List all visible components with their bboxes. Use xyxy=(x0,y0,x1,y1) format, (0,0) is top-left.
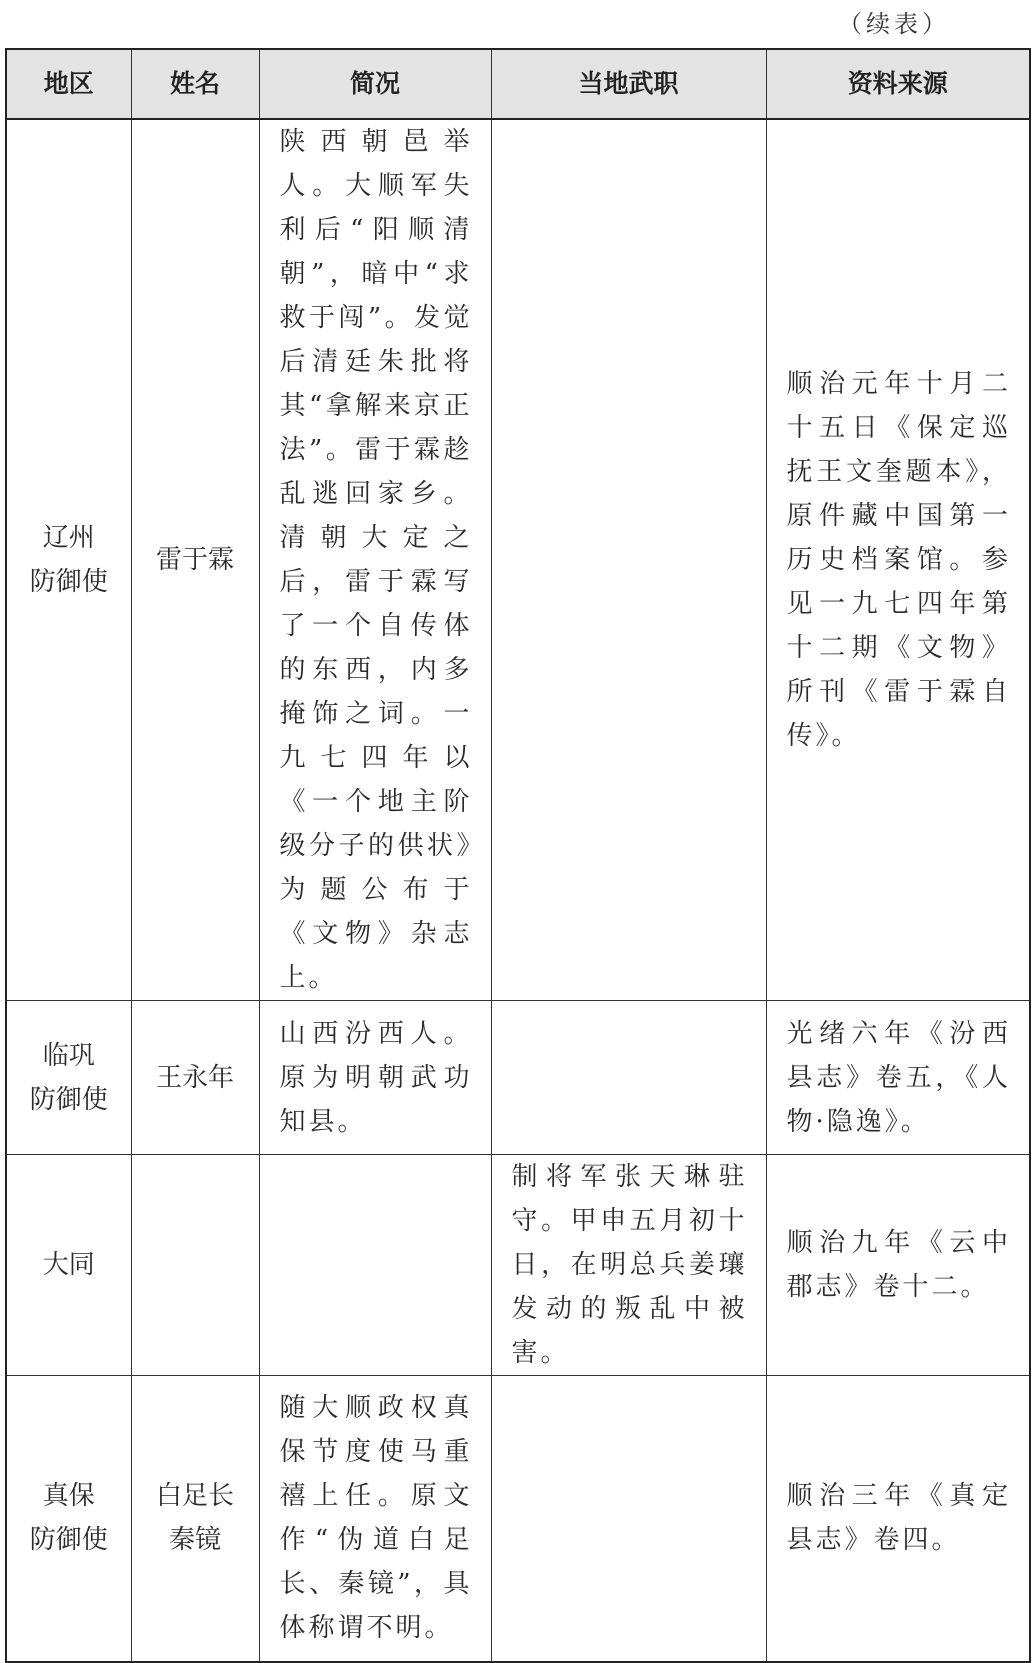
table-row xyxy=(6,119,1030,1001)
table-row xyxy=(6,1155,1030,1376)
cell-source: 顺治三年《真定县志》卷四。 xyxy=(766,1376,1030,1662)
cell-local-office: 制将军张天琳驻守。甲申五月初十日，在明总兵姜瓖发动的叛乱中被害。 xyxy=(491,1155,766,1376)
cell-region: 大同 xyxy=(6,1155,131,1376)
cell-name: 白足长 秦镜 xyxy=(131,1376,259,1662)
cell-source: 顺治九年《云中郡志》卷十二。 xyxy=(766,1155,1030,1376)
cell-name: 雷于霖 xyxy=(131,119,259,1001)
cell-summary: 陕西朝邑举人。大顺军失利后“阳顺清朝”，暗中“求救于闯”。发觉后清廷朱批将其“拿解来京正法”。雷于霖趁乱逃回家乡。清朝大定之后，雷于霖写了一个自传体的东西，内多掩饰之词。一九七四年以《一个地主阶级分子的供状》为题公布于《文物》杂志上。 xyxy=(259,119,491,1001)
cell-region: 真保 防御使 xyxy=(6,1376,131,1662)
cell-summary xyxy=(259,1155,491,1376)
header-summary: 简况 xyxy=(259,49,491,119)
table-header-row xyxy=(6,49,1030,119)
continued-table-label: （续表） xyxy=(838,10,950,38)
officials-table xyxy=(5,48,1031,1663)
cell-source: 顺治元年十月二十五日《保定巡抚王文奎题本》，原件藏中国第一历史档案馆。参见一九七四年第十二期《文物》所刊《雷于霖自传》。 xyxy=(766,119,1030,1001)
table-row xyxy=(6,1376,1030,1662)
cell-source: 光绪六年《汾西县志》卷五，《人物·隐逸》。 xyxy=(766,1001,1030,1155)
cell-summary: 山西汾西人。原为明朝武功知县。 xyxy=(259,1001,491,1155)
header-source: 资料来源 xyxy=(766,49,1030,119)
cell-name xyxy=(131,1155,259,1376)
cell-local-office xyxy=(491,1001,766,1155)
cell-region: 临巩 防御使 xyxy=(6,1001,131,1155)
header-local-office: 当地武职 xyxy=(491,49,766,119)
cell-region: 辽州 防御使 xyxy=(6,119,131,1001)
cell-name: 王永年 xyxy=(131,1001,259,1155)
header-name: 姓名 xyxy=(131,49,259,119)
cell-local-office xyxy=(491,1376,766,1662)
cell-summary: 随大顺政权真保节度使马重禧上任。原文作“伪道白足长、秦镜”，具体称谓不明。 xyxy=(259,1376,491,1662)
header-region: 地区 xyxy=(6,49,131,119)
table-row xyxy=(6,1001,1030,1155)
cell-local-office xyxy=(491,119,766,1001)
